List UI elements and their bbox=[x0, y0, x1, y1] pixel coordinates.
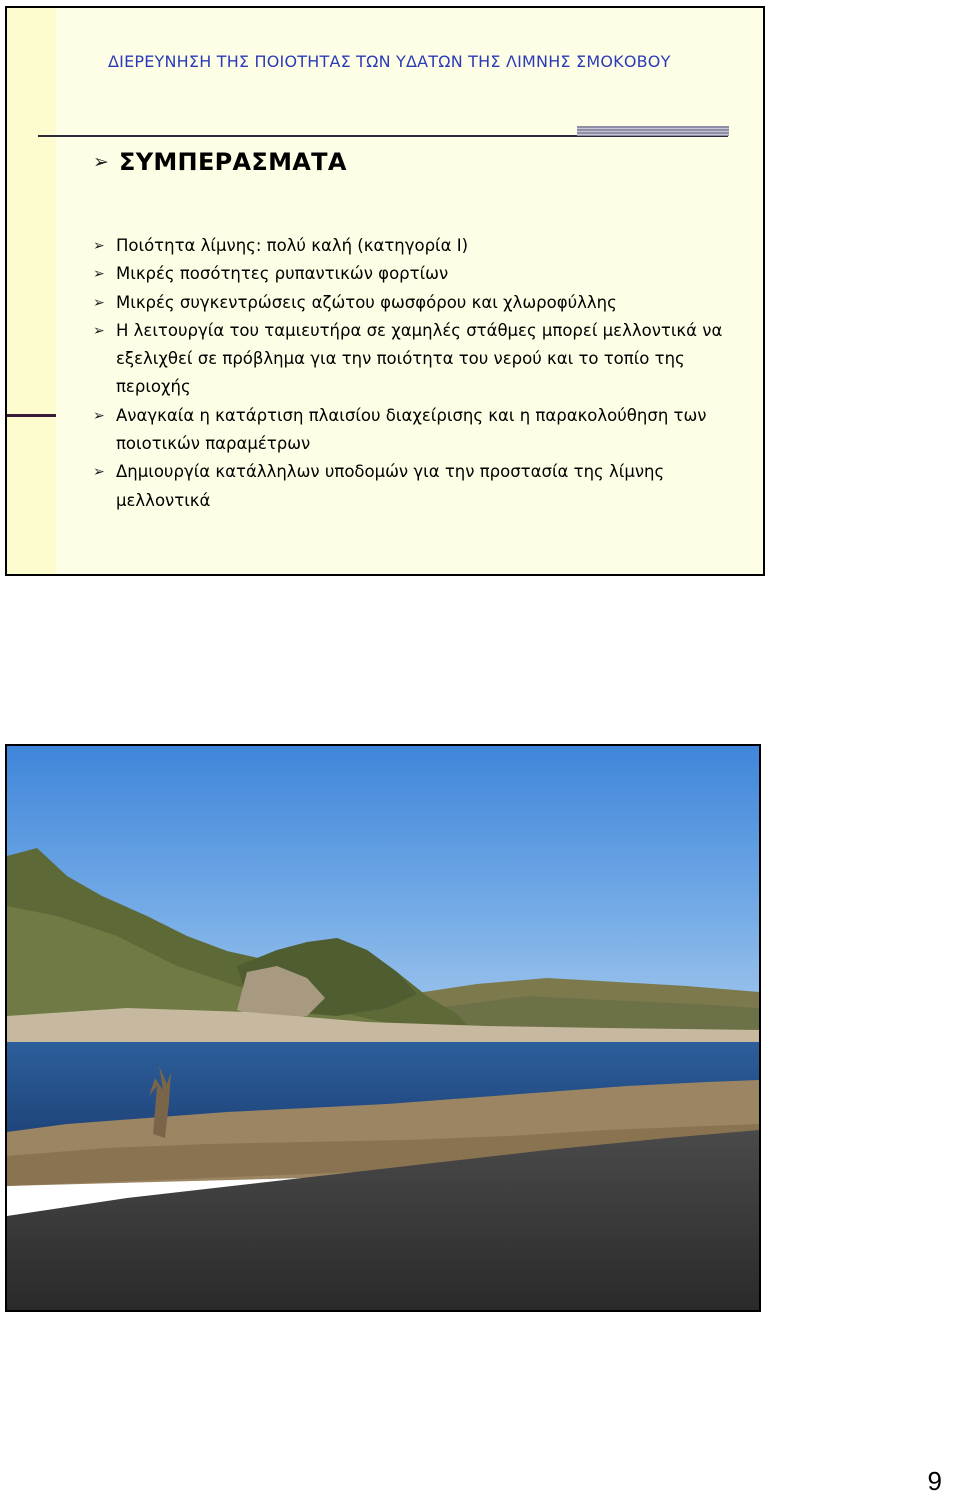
slide-header: ΔΙΕΡΕΥΝΗΣΗ ΤΗΣ ΠΟΙΟΤΗΤΑΣ ΤΩΝ ΥΔΑΤΩΝ ΤΗΣ ΛΙΜΝΗΣ ΣΜΟΚΟΒΟΥ bbox=[108, 52, 671, 71]
slide-title-row bbox=[93, 148, 347, 176]
list-item-text: Μικρές συγκεντρώσεις αζώτου φωσφόρου και χλωροφύλλης bbox=[116, 292, 617, 312]
arrow-bullet-icon: ➢ bbox=[93, 407, 105, 424]
list-item bbox=[93, 458, 733, 515]
slide-title: ΣΥΜΠΕΡΑΣΜΑΤΑ bbox=[119, 148, 347, 176]
conclusions-list bbox=[93, 232, 733, 515]
lake-landscape-illustration bbox=[7, 746, 759, 1310]
list-item-text: Η λειτουργία του ταμιευτήρα σε χαμηλές στάθμες μπορεί μελλοντικά να εξελιχθεί σε πρόβλημα για την ποιότητα του νερού και το τοπίο της περιοχής bbox=[116, 320, 723, 397]
list-item-text: Δημιουργία κατάλληλων υποδομών για την προστασία της λίμνης μελλοντικά bbox=[116, 462, 665, 510]
arrow-bullet-icon: ➢ bbox=[93, 464, 105, 481]
header-divider-accent bbox=[577, 126, 729, 136]
list-item-text: Ποιότητα λίμνης: πολύ καλή (κατηγορία Ι) bbox=[116, 236, 469, 255]
list-item bbox=[93, 232, 733, 260]
arrow-bullet-icon: ➢ bbox=[93, 322, 105, 339]
list-item bbox=[93, 289, 733, 317]
list-item-text: Μικρές ποσότητες ρυπαντικών φορτίων bbox=[116, 264, 449, 284]
arrow-bullet-icon: ➢ bbox=[93, 294, 105, 311]
slide-side-mark bbox=[7, 414, 56, 417]
arrow-bullet-icon: ➢ bbox=[93, 238, 105, 254]
slide bbox=[5, 6, 765, 576]
arrow-bullet-icon: ➢ bbox=[93, 266, 105, 283]
lake-photo bbox=[5, 744, 761, 1312]
list-item bbox=[93, 317, 733, 402]
list-item-text: Αναγκαία η κατάρτιση πλαισίου διαχείρισης και η παρακολούθηση των ποιοτικών παραμέτρων bbox=[116, 405, 707, 454]
list-item bbox=[93, 402, 733, 459]
list-item bbox=[93, 260, 733, 288]
page-number: 9 bbox=[927, 1466, 942, 1496]
slide-left-band bbox=[7, 8, 56, 574]
arrow-bullet-icon: ➢ bbox=[93, 151, 109, 173]
